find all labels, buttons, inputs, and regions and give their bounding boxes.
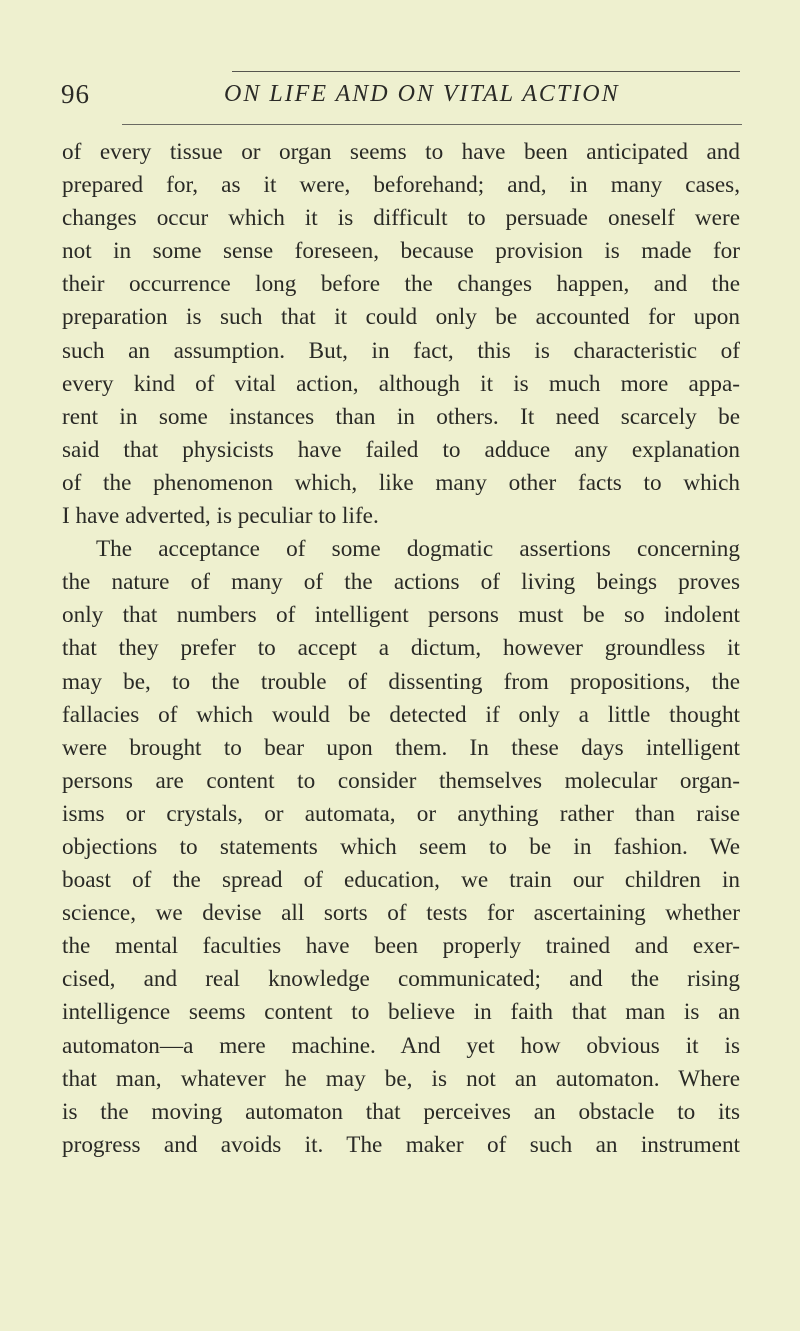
text-line: that man, whatever he may be, is not an automaton. Where xyxy=(62,1065,740,1092)
text-line: their occurrence long before the changes happen, and the xyxy=(62,271,740,298)
text-line: is the moving automaton that perceives an obstacle to its xyxy=(62,1098,740,1125)
text-line: The acceptance of some dogmatic assertions concerning xyxy=(96,536,740,563)
text-line: said that physicists have failed to adduce any explanation xyxy=(62,436,740,463)
text-line: every kind of vital action, although it is much more appa- xyxy=(62,370,740,397)
page-number: 96 xyxy=(61,79,90,109)
text-line: fallacies of which would be detected if only a little thought xyxy=(62,701,740,728)
text-line: not in some sense foreseen, because provision is made for xyxy=(62,238,740,265)
text-line: boast of the spread of education, we train our children in xyxy=(62,867,740,894)
body-text xyxy=(62,136,740,1162)
text-line: prepared for, as it were, beforehand; and, in many cases, xyxy=(62,172,740,199)
text-line: isms or crystals, or automata, or anything rather than raise xyxy=(62,800,740,827)
text-line: automaton—a mere machine. And yet how obvious it is xyxy=(62,1032,740,1059)
text-line: of every tissue or organ seems to have been anticipated and xyxy=(62,139,740,165)
text-line: preparation is such that it could only be accounted for upon xyxy=(62,304,740,331)
top-rule xyxy=(232,71,740,72)
text-line: persons are content to consider themselves molecular organ- xyxy=(62,767,740,794)
text-line: such an assumption. But, in fact, this is characteristic of xyxy=(62,337,740,364)
text-line: only that numbers of intelligent persons must be so indolent xyxy=(62,602,740,629)
text-line: progress and avoids it. The maker of such an instrument xyxy=(62,1131,740,1158)
header-rule xyxy=(122,124,742,125)
text-line: that they prefer to accept a dictum, however groundless it xyxy=(62,635,740,662)
text-line: rent in some instances than in others. It need scarcely be xyxy=(62,403,740,430)
text-line: changes occur which it is difficult to persuade oneself were xyxy=(62,205,740,232)
page-header xyxy=(61,79,761,119)
text-line: the nature of many of the actions of living beings proves xyxy=(62,569,740,596)
text-line: objections to statements which seem to be in fashion. We xyxy=(62,833,740,860)
text-line: I have adverted, is peculiar to life. xyxy=(62,503,379,530)
text-line: cised, and real knowledge communicated; and the rising xyxy=(62,966,740,993)
text-line: of the phenomenon which, like many other facts to which xyxy=(62,469,740,496)
running-head: ON LIFE AND ON VITAL ACTION xyxy=(224,81,620,107)
text-line: intelligence seems content to believe in faith that man is an xyxy=(62,999,740,1026)
text-line: the mental faculties have been properly trained and exer- xyxy=(62,933,740,960)
text-line: were brought to bear upon them. In these days intelligent xyxy=(62,734,740,761)
text-line: science, we devise all sorts of tests for ascertaining whether xyxy=(62,900,740,927)
text-line: may be, to the trouble of dissenting from propositions, the xyxy=(62,668,740,695)
